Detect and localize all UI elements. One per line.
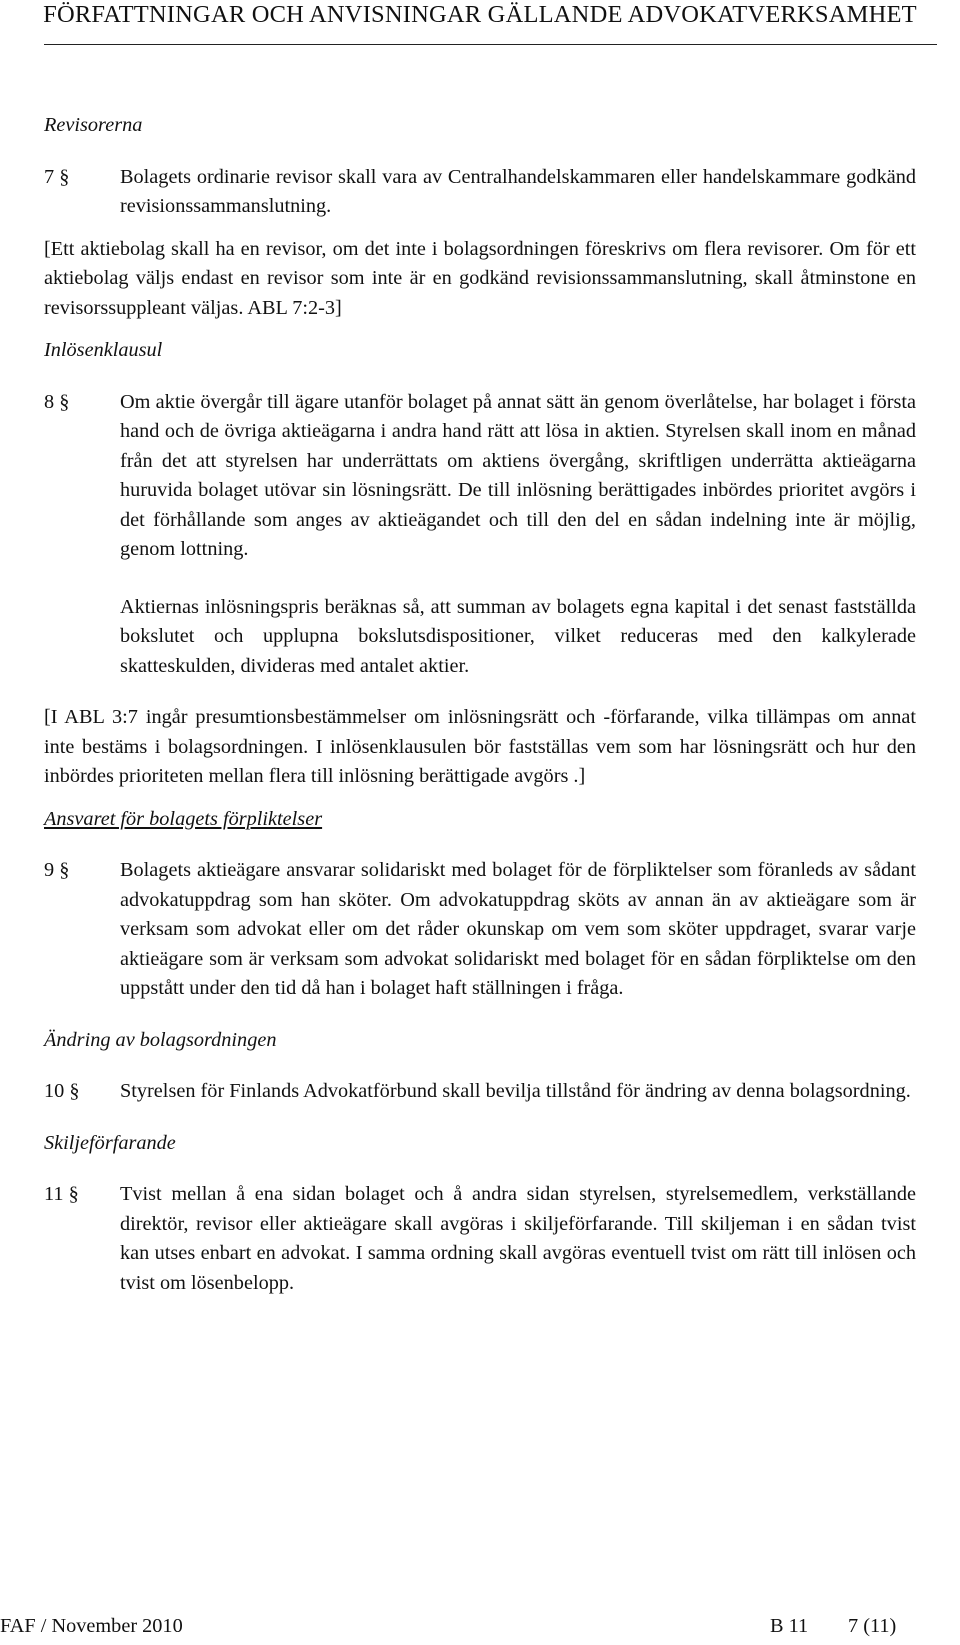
abl-note: [I ABL 3:7 ingår presumtionsbestämmelser om inlösningsrätt och -förfarande, vilka tillämpas om annat inte bestäms i bolagsordningen. I inlösenklausulen bör fastställas vem som har lösningsrätt och hur den inbördes prioriteten mellan flera till inlösning berättigade avgörs .] [44, 706, 916, 787]
section-7-text: Bolagets ordinarie revisor skall vara av Centralhandelskammaren eller handelskammare godkänd revisionssammanslutning. [120, 165, 916, 217]
section-10-text: Styrelsen för Finlands Advokatförbund skall bevilja tillstånd för ändring av denna bolagsordning. [120, 1080, 911, 1102]
section-9-text: Bolagets aktieägare ansvarar solidariskt med bolaget för de förpliktelser som föranleds av sådant advokatuppdrag som han sköter. Om advokatuppdrag sköts av annan än av aktieägare som är verksam som advokat eller om det råder okunskap om vem som sköter uppdraget, svarar varje aktieägare som är verksam som advokat solidariskt med bolaget för en sådan förpliktelse om den uppstått under den tid då han i bolaget haft ställningen i fråga. [120, 859, 916, 999]
document-body [44, 111, 916, 1298]
section-8-label: 8 § [44, 390, 70, 413]
section-9-label: 9 § [44, 859, 70, 881]
section-11-label: 11 § [44, 1183, 79, 1205]
revisor-note: [Ett aktiebolag skall ha en revisor, om det inte i bolagsordningen föreskrivs om flera revisorer. Om för ett aktiebolag väljs endast en revisor som inte är en godkänd revisionssammanslutning, skall åtminstone en revisorssuppleant väljas. ABL 7:2-3] [44, 237, 916, 319]
footer-page-number: 7 (11) [848, 1615, 897, 1637]
section-7 [44, 163, 916, 222]
heading-revisorerna: Revisorerna [44, 114, 143, 136]
section-9 [44, 856, 916, 1004]
section-8 [44, 388, 916, 682]
section-11 [44, 1180, 916, 1298]
heading-inlosenklausul: Inlösenklausul [44, 339, 163, 361]
heading-skiljeforfarande: Skiljeförfarande [44, 1131, 176, 1154]
footer-document-code: B 11 [770, 1615, 809, 1637]
section-7-label: 7 § [44, 165, 70, 188]
section-8-paragraph-2: Aktiernas inlösningspris beräknas så, att summan av bolagets egna kapital i det senast fastställda bokslutet och upplupna bokslutsdispositioner, vilket reduceras med den kalkylerade skatteskulden, divideras med antalet aktier. [120, 595, 916, 677]
footer-edition: FAF / November 2010 [0, 1615, 183, 1637]
heading-ansvaret: Ansvaret för bolagets förpliktelser [44, 807, 323, 830]
section-8-paragraph-1: Om aktie övergår till ägare utanför bolaget på annat sätt än genom överlåtelse, har bolaget i första hand och de övriga aktieägarna i andra hand rätt att lösa in aktien. Styrelsen skall inom en månad från det att styrelsen har underrättats om aktiens övergång, skriftligen underrätta aktieägarna huruvida bolaget utövar sin lösningsrätt. De till inlösning berättigades inbördes prioritet avgörs i det förhållande som anges av aktieägandet och till den del en sådan indelning inte är möjlig, genom lottning. [120, 390, 916, 560]
section-10 [44, 1077, 916, 1107]
section-11-text: Tvist mellan å ena sidan bolaget och å andra sidan styrelsen, styrelsemedlem, verkställande direktör, revisor eller aktieägare skall avgöras i skiljeförfarande. Till skiljeman i en sådan tvist kan utses enbart en advokat. I samma ordning skall avgöras eventuell tvist om rätt till inlösen och tvist om lösenbelopp. [120, 1183, 916, 1294]
section-10-label: 10 § [44, 1080, 80, 1102]
header-rule [44, 44, 937, 45]
heading-andring: Ändring av bolagsordningen [44, 1028, 277, 1051]
running-header: FÖRFATTNINGAR OCH ANVISNINGAR GÄLLANDE ADVOKATVERKSAMHET [43, 1, 917, 28]
